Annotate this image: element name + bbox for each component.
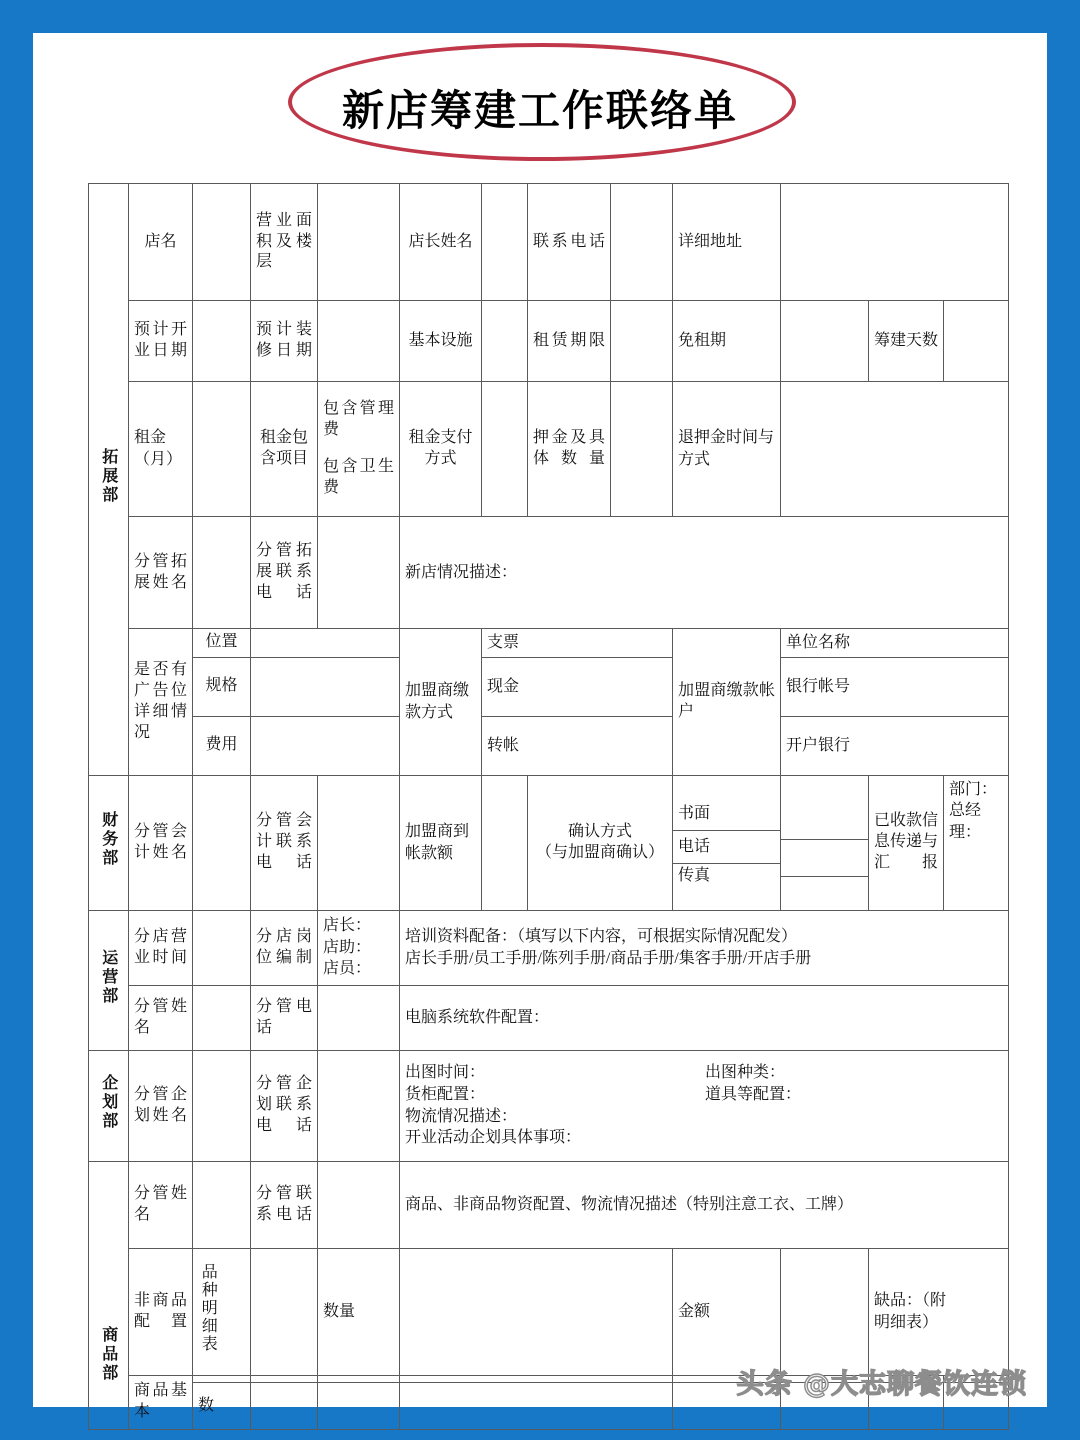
cell-input-expansion-owner-phone[interactable] — [318, 517, 400, 629]
table-row-finance — [89, 775, 1009, 910]
cell-label-rent-month: 租金（月） — [129, 382, 193, 517]
label-drawing-type: 出图种类： — [705, 1064, 786, 1082]
dept-label-planning-text: 企划部 — [99, 1074, 119, 1132]
cell-label-franchisee-payment-account: 加盟商缴款帐户 — [673, 629, 781, 776]
cell-label-basic-facility: 基本设施 — [400, 301, 482, 382]
cell-input-franchisee-received-amount[interactable] — [482, 775, 528, 910]
cell-input-quantity[interactable] — [400, 1248, 673, 1375]
dept-label-finance — [89, 775, 129, 910]
cell-goods-basic-r1-c2[interactable] — [193, 1375, 251, 1382]
cell-input-expected-open-date[interactable] — [193, 301, 251, 382]
table-row-store-basic — [89, 184, 1009, 301]
cell-label-lease-term: 租赁期限 — [528, 301, 611, 382]
cell-label-planning-owner-name: 分管企划姓名 — [129, 1050, 193, 1161]
dept-label-finance-text: 财务部 — [99, 811, 119, 869]
cell-label-prep-days: 筹建天数 — [869, 301, 944, 382]
cell-label-store-name: 店名 — [129, 184, 193, 301]
cell-label-account-unit-name: 单位名称 — [781, 629, 1009, 658]
cell-label-merch-owner-phone: 分管联系电话 — [251, 1161, 318, 1248]
table-row-ad-position — [89, 629, 1009, 658]
cell-input-manager-name[interactable] — [482, 184, 528, 301]
cell-label-expected-decoration-date: 预计装修日期 — [251, 301, 318, 382]
cell-label-payment-check: 支票 — [482, 629, 673, 658]
cell-goods-logistics-desc[interactable]: 商品、非商品物资配置、物流情况描述（特别注意工衣、工牌） — [400, 1161, 1009, 1248]
cell-label-confirm-phone: 电话 — [673, 830, 780, 863]
cell-input-ad-position[interactable] — [251, 629, 400, 658]
cell-input-deposit-amount[interactable] — [611, 382, 673, 517]
table-row-expansion-owner — [89, 517, 1009, 629]
label-opening-event-items: 开业活动企划具体事项： — [405, 1129, 582, 1147]
label-logistics-desc: 物流情况描述： — [405, 1107, 518, 1125]
dept-label-operations — [89, 910, 129, 1050]
cell-input-deposit-refund[interactable] — [781, 382, 1009, 517]
cell-label-ad-fee: 费用 — [193, 716, 251, 775]
cell-input-accountant-name[interactable] — [193, 775, 251, 910]
new-store-preparation-form — [88, 183, 1009, 1430]
cell-label-expansion-owner-name: 分管拓展姓名 — [129, 517, 193, 629]
cell-goods-basic-r2-c5[interactable] — [400, 1382, 673, 1429]
cell-new-store-description[interactable]: 新店情况描述： — [400, 517, 1009, 629]
cell-label-shortage-note: 缺品：（附 明细表） — [869, 1248, 1009, 1375]
cell-input-business-area[interactable] — [318, 184, 400, 301]
cell-input-category-detail-table[interactable] — [251, 1248, 318, 1375]
cell-label-expansion-owner-phone: 分管拓展联系电话 — [251, 517, 318, 629]
cell-label-rent-free-period: 免租期 — [673, 301, 781, 382]
table-row-ad-fee — [89, 716, 1009, 775]
cell-label-payment-cash: 现金 — [482, 657, 673, 716]
cell-input-accountant-phone[interactable] — [318, 775, 400, 910]
cell-label-merch-owner-name: 分管姓名 — [129, 1161, 193, 1248]
cell-label-branch-business-hours: 分店营业时间 — [129, 910, 193, 985]
table-row-planning — [89, 1050, 1009, 1161]
dept-label-operations-text: 运营部 — [99, 948, 119, 1006]
table-row-merch-owner — [89, 1161, 1009, 1248]
cell-input-store-name[interactable] — [193, 184, 251, 301]
cell-label-deposit-amount: 押金及具体数量 — [528, 382, 611, 517]
cell-input-amount[interactable] — [781, 1248, 869, 1375]
cell-input-rent-month[interactable] — [193, 382, 251, 517]
cell-label-payment-transfer: 转帐 — [482, 716, 673, 775]
dept-label-merchandise — [89, 1161, 129, 1429]
cell-label-expected-open-date: 预计开业日期 — [129, 301, 193, 382]
cell-label-post-list: 店长： 店助： 店员： — [318, 910, 400, 985]
cell-label-count: 数 — [193, 1382, 251, 1429]
cell-confirm-channel-group — [673, 775, 781, 910]
cell-label-deposit-refund: 退押金时间与方式 — [673, 382, 781, 517]
table-row-operations-hours — [89, 910, 1009, 985]
cell-label-amount: 金额 — [673, 1248, 781, 1375]
cell-input-expansion-owner-name[interactable] — [193, 517, 251, 629]
cell-label-non-goods-config: 非商品配置 — [129, 1248, 193, 1375]
cell-goods-basic-r2-c4[interactable] — [318, 1382, 400, 1429]
cell-label-confirm-method: 确认方式 （与加盟商确认） — [528, 775, 673, 910]
cell-input-merch-owner-phone[interactable] — [318, 1161, 400, 1248]
cell-goods-basic-r1-c3[interactable] — [251, 1375, 318, 1382]
page-title: 新店筹建工作联络单 — [341, 86, 738, 135]
cell-goods-basic-r1-c5[interactable] — [400, 1375, 673, 1382]
cell-label-planning-owner-phone: 分管企划联系电话 — [251, 1050, 318, 1161]
cell-label-ops-owner-phone: 分管电话 — [251, 985, 318, 1050]
cell-input-detail-address[interactable] — [781, 184, 1009, 301]
cell-label-category-detail-table: 品种明细表 — [193, 1248, 251, 1375]
cell-computer-software-config[interactable]: 电脑系统软件配置： — [400, 985, 1009, 1050]
cell-label-rent-includes: 租金包含项目 — [251, 382, 318, 517]
table-row-rent — [89, 382, 1009, 517]
cell-training-materials[interactable]: 培训资料配备：（填写以下内容，可根据实际情况配发） 店长手册/员工手册/陈列手册/商品手册/集客手册/开店手册 — [400, 910, 1009, 985]
dept-label-expansion-text: 拓展部 — [99, 448, 119, 505]
cell-input-confirm-phone[interactable] — [781, 839, 868, 876]
cell-label-accountant-name: 分管会计姓名 — [129, 775, 193, 910]
cell-label-received-info-report: 已收款信息传递与汇报 — [869, 775, 944, 910]
cell-label-ad-spec: 规格 — [193, 657, 251, 716]
cell-input-rent-payment-method[interactable] — [482, 382, 528, 517]
cell-label-branch-position-plan: 分店岗位编制 — [251, 910, 318, 985]
cell-label-rent-include-fees: 包含管理费 包含卫生费 — [318, 382, 400, 517]
cell-label-dept-gm[interactable]: 部门： 总经理： — [944, 775, 1009, 910]
cell-input-confirm-written[interactable] — [781, 803, 868, 840]
cell-input-lease-term[interactable] — [611, 301, 673, 382]
watermark: 头条 @大志聊餐饮连锁 — [736, 1369, 1027, 1400]
cell-label-ops-owner-name: 分管姓名 — [129, 985, 193, 1050]
cell-label-accountant-phone: 分管会计联系电话 — [251, 775, 318, 910]
cell-input-prep-days[interactable] — [944, 301, 1009, 382]
cell-label-ad-space-detail: 是否有广告位详细情况 — [129, 629, 193, 776]
cell-confirm-channel-inputs[interactable] — [781, 775, 869, 910]
table-row-ad-spec — [89, 657, 1009, 716]
cell-label-account-bank-no: 银行帐号 — [781, 657, 1009, 716]
dept-label-planning — [89, 1050, 129, 1161]
dept-label-expansion — [89, 184, 129, 776]
table-row-operations-owner — [89, 985, 1009, 1050]
table-row-non-goods-config — [89, 1248, 1009, 1375]
cell-label-manager-name: 店长姓名 — [400, 184, 482, 301]
cell-label-contact-phone: 联系电话 — [528, 184, 611, 301]
table-row-dates — [89, 301, 1009, 382]
cell-input-rent-free-period[interactable] — [781, 301, 869, 382]
cell-planning-details[interactable] — [400, 1050, 1009, 1161]
cell-label-business-area: 营业面积及楼层 — [251, 184, 318, 301]
cell-input-contact-phone[interactable] — [611, 184, 673, 301]
cell-label-goods-basic: 商品基本 — [129, 1375, 193, 1429]
cell-input-confirm-fax[interactable] — [781, 876, 868, 883]
dept-label-merchandise-text: 商品部 — [99, 1326, 119, 1383]
cell-input-ops-owner-phone[interactable] — [318, 985, 400, 1050]
cell-goods-basic-r2-c3[interactable] — [251, 1382, 318, 1429]
cell-label-ad-position: 位置 — [193, 629, 251, 658]
cell-input-ad-fee[interactable] — [251, 716, 400, 775]
cell-label-rent-payment-method: 租金支付方式 — [400, 382, 482, 517]
label-cabinet-config: 货柜配置： — [405, 1086, 486, 1103]
cell-goods-basic-r1-c4[interactable] — [318, 1375, 400, 1382]
cell-input-planning-owner-name[interactable] — [193, 1050, 251, 1161]
document-page — [33, 33, 1047, 1421]
cell-label-franchisee-payment-method: 加盟商缴款方式 — [400, 629, 482, 776]
title-area — [33, 33, 1047, 183]
cell-input-planning-owner-phone[interactable] — [318, 1050, 400, 1161]
cell-input-ops-owner-name[interactable] — [193, 985, 251, 1050]
cell-label-detail-address: 详细地址 — [673, 184, 781, 301]
cell-label-account-bank: 开户银行 — [781, 716, 1009, 775]
label-props-config: 道具等配置： — [705, 1086, 802, 1103]
cell-input-branch-business-hours[interactable] — [193, 910, 251, 985]
cell-input-merch-owner-name[interactable] — [193, 1161, 251, 1248]
cell-label-confirm-fax: 传真 — [678, 866, 711, 884]
label-drawing-time: 出图时间： — [405, 1064, 486, 1082]
cell-label-confirm-written: 书面 — [673, 798, 780, 831]
cell-input-expected-decoration-date[interactable] — [318, 301, 400, 382]
cell-label-franchisee-received-amount: 加盟商到帐款额 — [400, 775, 482, 910]
cell-label-quantity: 数量 — [318, 1248, 400, 1375]
cell-input-ad-spec[interactable] — [251, 657, 400, 716]
cell-input-basic-facility[interactable] — [482, 301, 528, 382]
